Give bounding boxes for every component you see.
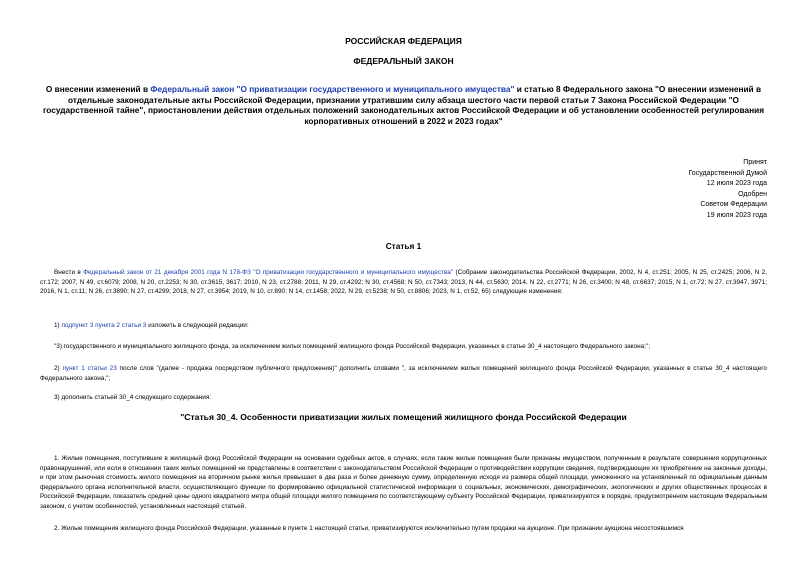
article-30-4-para-1 [40,454,767,512]
item-1-number: 1) [54,322,62,329]
article-1-intro [40,268,767,297]
law-title [40,84,767,126]
doc-type-header: ФЕДЕРАЛЬНЫЙ ЗАКОН [353,56,454,66]
intro-text-a: Внести в [54,269,84,276]
item-3-text: 3) дополнить статьей 30_4 следующего содержания: [54,394,212,401]
item-3 [40,393,767,403]
item-1 [40,321,767,331]
item-1-quote-text: "3) государственного и муниципального жилищного фонда, за исключением жилых помещений жилищного фонда Российской Федерации, указанных в статье 30_4 настоящего Федерального закона;"; [54,343,650,350]
para-1-text: 1. Жилые помещения, поступившие в жилищный фонд Российской Федерации на основании судебных актов, в случаях, если такие жилые помещения были признаны имуществом, полученным в результате совершения коррупционных правонарушений, или если в отношении таких жилых помещений не представлены в соответствии с законодательством Российской Федерации о противодействии коррупции сведения, подтверждающие их приобретение на законные доходы, и при этом рыночная стоимость жилого помещения на вторичном рынке жилья превышает в два раза и более денежную сумму, определенную исходя из размера общей площади, умноженного на установленный по официальным данным федерального органа исполнительной власти, осуществляющего функции по формированию официальной статистической информации о социальных, экономических, демографических, экологических и других общественных процессах в Российской Федерации, показатель средней цены одного квадратного метра общей площади жилого помещения по соответствующему субъекту Российской Федерации, приватизируются в порядке, предусмотренном настоящим Федеральным законом, с учетом особенностей, установленных настоящей статьей. [40,455,767,510]
title-part1: О внесении изменений в [45,84,151,94]
title-part2: и статью 8 Федерального закона "О внесении изменений в отдельные законодательные акты Российской Федерации, признании утратившим силу абзаца шестого части первой статьи 7 Закона Российской Федерации "О государственной тайне", приостановлении действия отдельных положений законодательных актов Российской Федерации и об установлении особенностей регулирования корпоративных отношений в 2022 и 2023 годах" [42,84,765,126]
item-2-link[interactable]: пункт 1 статьи 23 [62,365,117,372]
article-30-4-heading: "Статья 30_4. Особенности приватизации жилых помещений жилищного фонда Российской Федерации [180,412,627,422]
adoption-line: 12 июля 2023 года [706,180,767,187]
adoption-line: Одобрен [738,190,767,198]
item-1-link[interactable]: подпункт 3 пункта 2 статьи 3 [61,322,147,329]
item-2-number: 2) [54,365,63,372]
article-30-4-para-2 [40,524,767,534]
item-2-text: после слов "(далее - продажа посредством публичного предложения)" дополнить словами ", за исключением жилых помещений жилищного фонда Российской Федерации, указанных в статье 30_4 настоящего Федерального закона,"; [40,365,767,382]
adoption-line: Советом Федерации [700,201,767,208]
adoption-line: Государственной Думой [688,169,767,177]
law-178fz-link[interactable]: Федеральный закон от 21 декабря 2001 года N 178-ФЗ "О приватизации государственного и муниципального имущества" [83,269,454,276]
adoption-block [567,158,767,221]
title-law-link[interactable]: Федеральный закон "О приватизации государственного и муниципального имущества" [150,84,515,94]
adoption-line: Принят [743,159,767,166]
adoption-line: 19 июля 2023 года [706,211,767,219]
item-1-text: изложить в следующей редакции: [146,322,249,329]
article-1-heading: Статья 1 [385,241,422,251]
para-2-text: 2. Жилые помещения жилищного фонда Российской Федерации, указанные в пункте 1 настоящей статьи, приватизируются исключительно путем продажи на аукционе. При признании аукциона несостоявшимся [54,525,684,532]
item-2 [40,364,767,383]
item-1-quote [40,342,767,352]
intro-text-b: (Собрание законодательства Российской Федерации, 2002, N 4, ст.251; 2005, N 25, ст.2425; 2006, N 2, ст.172; 2007, N 49, ст.6079; 2008, N 20, ст.2253; N 30, ст.3615, 3617; 2010, N 23, ст.2788; 2011, N 29, ст.4292; N 30, ст.4568; N 50, ст.7343; 2013, N 44, ст.5630; 2014, N 22, ст.2771; N 26, ст.3400; N 48, ст.6637; 2015, N 1, ст.72; N 27, ст.3947, 3971; 2016, N 1, ст.11; N 26, ст.3890; N 27, ст.4299; 2018, N 27, ст.3954; 2019, N 10, ст.890; N 14, ст.1458; 2022, N 29, ст.5238; N 50, ст.8806; 2023, N 1, ст.52, 65) следующие изменения: [40,269,768,296]
country-header: РОССИЙСКАЯ ФЕДЕРАЦИЯ [345,36,462,46]
